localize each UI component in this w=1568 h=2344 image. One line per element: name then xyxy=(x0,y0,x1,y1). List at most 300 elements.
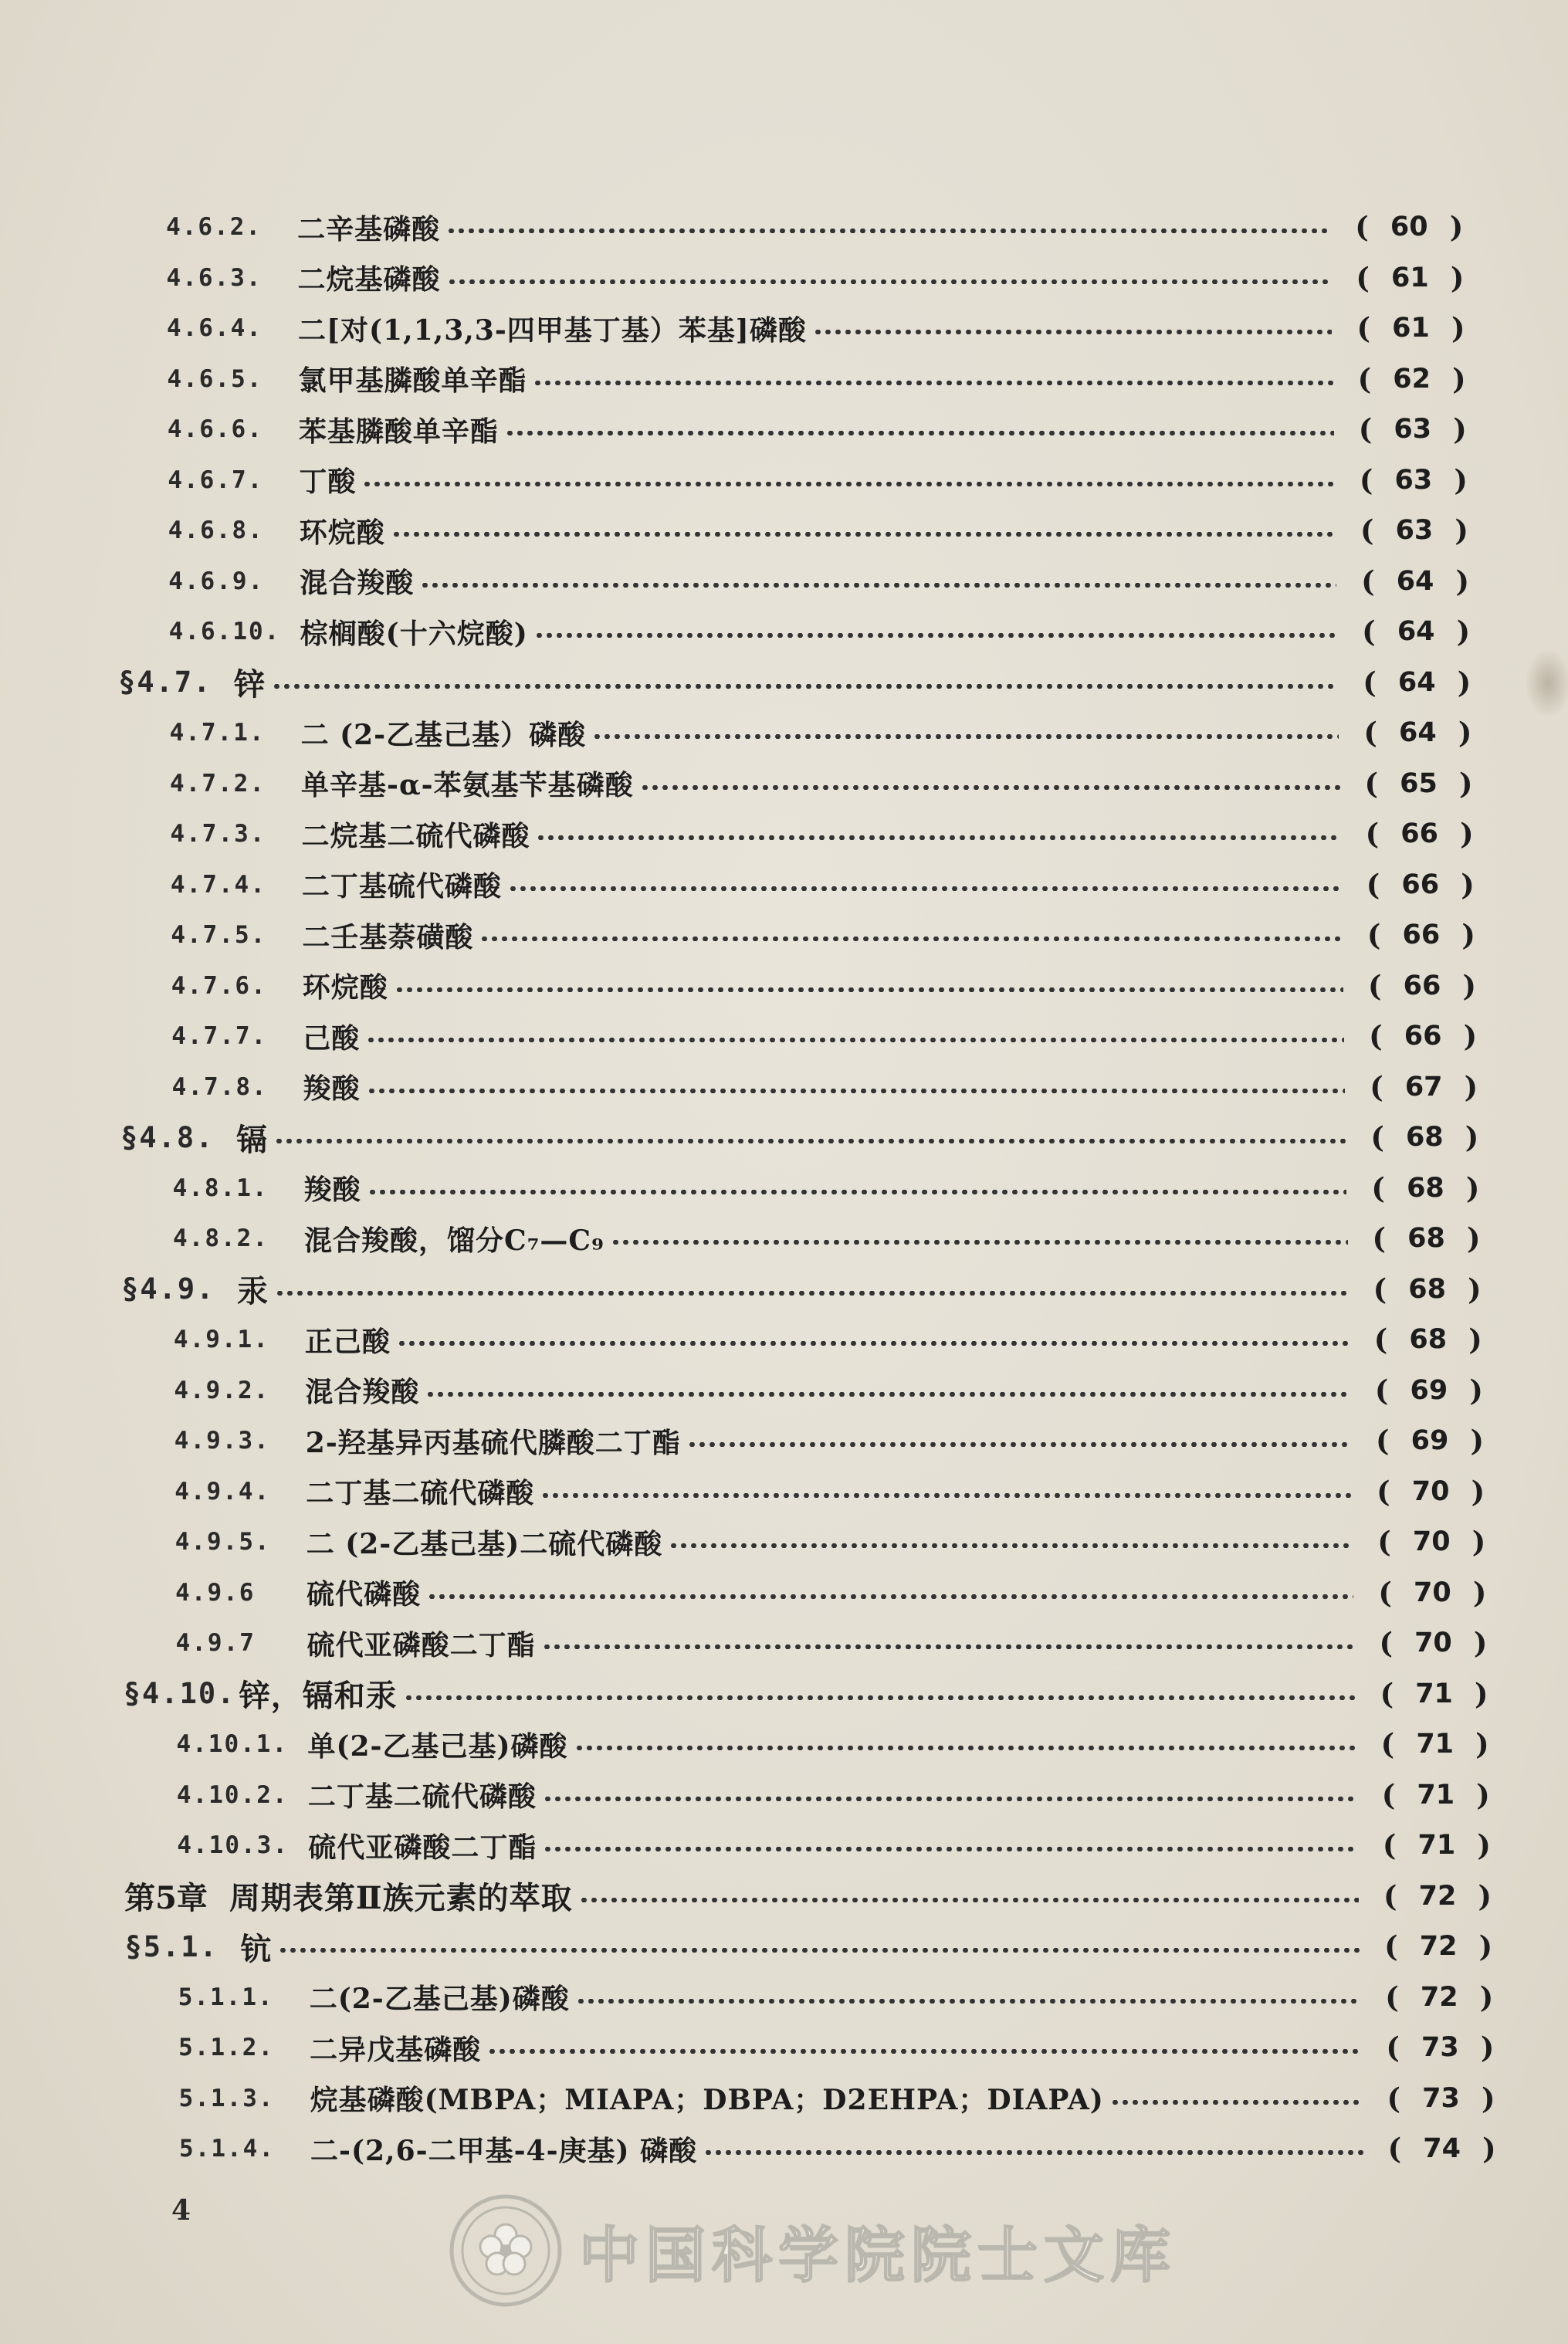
toc-title: 镉 xyxy=(236,1121,269,1158)
open-paren: ( xyxy=(1380,1727,1395,1761)
close-paren: ) xyxy=(1470,1424,1484,1458)
toc-page-number: 64 xyxy=(1397,666,1436,698)
toc-number: 4.9.1. xyxy=(173,1326,269,1353)
close-paren: ) xyxy=(1477,1828,1491,1862)
toc-page-number: 70 xyxy=(1412,1526,1451,1557)
dot-leader xyxy=(447,279,1332,284)
dot-leader xyxy=(278,1948,1360,1953)
toc-title: 混合羧酸，馏分C₇—C₉ xyxy=(304,1224,605,1257)
toc-page-number: 68 xyxy=(1407,1172,1444,1204)
open-paren: ( xyxy=(1369,1019,1383,1053)
toc-subsection xyxy=(177,1824,1367,1867)
toc-title: 二(2-乙基己基)磷酸 xyxy=(309,1983,570,2015)
toc-subsection xyxy=(178,1976,1370,2019)
academy-seal-icon xyxy=(448,2193,564,2308)
toc-title: 二丁基二硫代磷酸 xyxy=(307,1780,537,1813)
toc-page-reference xyxy=(1388,2127,1496,2170)
toc-page-number: 66 xyxy=(1402,920,1441,950)
open-paren: ( xyxy=(1360,513,1374,547)
toc-title: 环烷酸 xyxy=(302,971,388,1004)
toc-subsection xyxy=(167,307,1341,350)
close-paren: ) xyxy=(1478,1929,1493,1963)
open-paren: ( xyxy=(1381,1777,1396,1812)
toc-number: §4.7. xyxy=(118,666,212,699)
open-paren: ( xyxy=(1378,1575,1392,1610)
toc-title: 钪 xyxy=(240,1930,273,1967)
close-paren: ) xyxy=(1468,1272,1482,1306)
toc-number: 4.7.4. xyxy=(170,870,266,899)
dot-leader xyxy=(669,1543,1353,1548)
close-paren: ) xyxy=(1476,1777,1490,1812)
toc-page-reference xyxy=(1358,357,1466,401)
dot-leader xyxy=(1110,2100,1363,2105)
dot-leader xyxy=(397,1341,1350,1346)
toc-number: 4.6.6. xyxy=(167,415,263,443)
dot-leader xyxy=(576,1999,1360,2004)
close-paren: ) xyxy=(1451,311,1465,345)
watermark-text: 中国科学院院士文库 xyxy=(579,2220,1177,2291)
toc-subsection xyxy=(168,459,1344,502)
toc-number: 4.7.7. xyxy=(171,1022,268,1050)
toc-title: 锌，镉和汞 xyxy=(239,1678,398,1714)
toc-number: 4.7.6. xyxy=(171,971,267,1000)
toc-page-reference xyxy=(1360,509,1468,552)
toc-page-number: 65 xyxy=(1400,767,1438,799)
toc-number: §4.8. xyxy=(120,1120,215,1154)
toc-title: 硫代亚磷酸二丁酯 xyxy=(306,1628,536,1661)
close-paren: ) xyxy=(1459,766,1473,801)
toc-subsection xyxy=(174,1470,1361,1513)
toc-page-reference xyxy=(1360,459,1468,502)
toc-page-number: 74 xyxy=(1423,2133,1461,2164)
toc-number: 4.10.2. xyxy=(176,1780,289,1809)
dot-leader xyxy=(592,734,1339,739)
dot-leader xyxy=(395,987,1343,992)
toc-page-number: 68 xyxy=(1405,1122,1444,1153)
close-paren: ) xyxy=(1467,1221,1481,1255)
dot-leader xyxy=(425,1392,1350,1397)
toc-subsection xyxy=(175,1571,1363,1614)
toc-subsection xyxy=(174,1369,1360,1412)
toc-number: 4.10.3. xyxy=(177,1831,290,1859)
toc-section xyxy=(124,1925,1369,1968)
toc-number: 4.9.5. xyxy=(174,1528,271,1556)
toc-title: 二-(2,6-二甲基-4-庚基) 磷酸 xyxy=(310,2134,698,2167)
toc-number: §5.1. xyxy=(124,1929,218,1963)
toc-number: 4.6.9. xyxy=(168,567,265,595)
open-paren: ( xyxy=(1370,1120,1384,1154)
close-paren: ) xyxy=(1455,513,1468,547)
dot-leader xyxy=(534,633,1337,638)
toc-page-reference xyxy=(1377,1520,1485,1563)
toc-title: 丁酸 xyxy=(299,466,357,498)
open-paren: ( xyxy=(1373,1272,1387,1306)
close-paren: ) xyxy=(1456,615,1471,649)
toc-page-reference xyxy=(1365,762,1473,805)
toc-title: 混合羧酸 xyxy=(300,567,415,599)
toc-page-reference xyxy=(1382,1773,1490,1817)
dot-leader xyxy=(420,583,1336,588)
toc-number: 4.6.8. xyxy=(168,517,264,544)
toc-number: §4.9. xyxy=(121,1272,215,1306)
open-paren: ( xyxy=(1366,867,1380,902)
close-paren: ) xyxy=(1461,918,1475,952)
toc-page-number: 71 xyxy=(1416,1729,1455,1760)
toc-subsection xyxy=(177,1773,1366,1817)
toc-page-reference xyxy=(1356,256,1464,300)
toc-page-number: 63 xyxy=(1394,464,1433,496)
close-paren: ) xyxy=(1472,1575,1487,1610)
toc-number: 4.9.7 xyxy=(175,1629,256,1657)
toc-title: 单(2-乙基己基)磷酸 xyxy=(307,1729,568,1763)
close-paren: ) xyxy=(1453,412,1467,446)
dot-leader xyxy=(703,2150,1363,2155)
toc-number: 4.6.2. xyxy=(166,213,262,241)
toc-page-reference xyxy=(1361,560,1469,603)
toc-page-number: 68 xyxy=(1408,1273,1446,1305)
toc-section xyxy=(120,1116,1355,1159)
dot-leader xyxy=(446,229,1330,233)
toc-page-number: 61 xyxy=(1391,262,1429,293)
toc-number: 4.8.2. xyxy=(173,1225,269,1252)
toc-title: 二烷基二硫代磷酸 xyxy=(301,819,530,852)
close-paren: ) xyxy=(1450,260,1465,295)
toc-page-number: 66 xyxy=(1403,970,1441,1001)
close-paren: ) xyxy=(1461,867,1475,902)
toc-number: 4.6.3. xyxy=(166,263,262,292)
toc-subsection xyxy=(179,2077,1372,2120)
dot-leader xyxy=(479,937,1343,941)
toc-number: 4.7.3. xyxy=(170,820,266,848)
toc-page-number: 68 xyxy=(1407,1223,1445,1254)
toc-page-number: 73 xyxy=(1422,2082,1460,2114)
toc-title: 二壬基萘磺酸 xyxy=(302,920,474,954)
dot-leader xyxy=(543,1847,1358,1851)
dot-leader xyxy=(275,1291,1349,1296)
toc-title: 羧酸 xyxy=(303,1072,361,1105)
toc-subsection xyxy=(172,1065,1355,1109)
dot-leader xyxy=(508,886,1342,891)
close-paren: ) xyxy=(1481,2081,1495,2115)
toc-subsection xyxy=(176,1722,1365,1766)
dot-leader xyxy=(813,330,1333,334)
close-paren: ) xyxy=(1463,1019,1478,1053)
close-paren: ) xyxy=(1458,716,1472,750)
toc-page-number: 62 xyxy=(1393,363,1431,395)
open-paren: ( xyxy=(1380,1676,1394,1711)
toc-subsection xyxy=(171,964,1353,1008)
dot-leader xyxy=(543,1797,1357,1801)
toc-page-reference xyxy=(1370,1116,1478,1159)
toc-subsection xyxy=(171,913,1352,957)
toc-title: 锌 xyxy=(234,666,266,703)
toc-section xyxy=(118,661,1347,704)
toc-subsection xyxy=(174,1318,1359,1361)
toc-title: 汞 xyxy=(237,1273,269,1309)
toc-page-number: 71 xyxy=(1415,1678,1453,1709)
toc-number: 4.9.6 xyxy=(175,1578,256,1607)
toc-title: 二烷基磷酸 xyxy=(297,263,441,296)
toc-title: 硫代磷酸 xyxy=(306,1578,422,1611)
open-paren: ( xyxy=(1365,817,1380,851)
toc-number: 5.1.3. xyxy=(178,2084,275,2112)
toc-number: 4.8.1. xyxy=(172,1174,269,1202)
open-paren: ( xyxy=(1366,918,1381,952)
open-paren: ( xyxy=(1355,210,1369,244)
dot-leader xyxy=(427,1594,1353,1599)
open-paren: ( xyxy=(1383,1878,1397,1913)
dot-leader xyxy=(611,1240,1348,1245)
watermark xyxy=(448,2193,1177,2308)
toc-page-reference xyxy=(1369,1014,1477,1058)
toc-section xyxy=(124,1672,1365,1716)
toc-page-number: 60 xyxy=(1390,212,1428,242)
toc-number: 4.9.2. xyxy=(174,1376,270,1404)
toc-page-reference xyxy=(1375,1369,1483,1412)
open-paren: ( xyxy=(1377,1474,1390,1509)
toc-page-reference xyxy=(1356,307,1465,350)
toc-page-number: 67 xyxy=(1404,1071,1443,1103)
open-paren: ( xyxy=(1373,1323,1388,1357)
open-paren: ( xyxy=(1367,968,1382,1003)
toc-page-number: 63 xyxy=(1395,515,1434,546)
toc-page-reference xyxy=(1362,610,1470,653)
toc-page-reference xyxy=(1366,863,1475,906)
toc-page-reference xyxy=(1378,1571,1486,1614)
dot-leader xyxy=(536,835,1340,840)
close-paren: ) xyxy=(1475,1676,1488,1711)
toc-page-number: 70 xyxy=(1413,1577,1451,1608)
close-paren: ) xyxy=(1479,1980,1494,2014)
toc-page-number: 73 xyxy=(1421,2032,1459,2063)
dot-leader xyxy=(272,684,1338,689)
toc-subsection xyxy=(167,357,1342,401)
toc-number: 4.6.4. xyxy=(166,314,262,342)
toc-number: 4.7.8. xyxy=(171,1072,268,1101)
dot-leader xyxy=(274,1139,1346,1143)
toc-number: 4.6.10. xyxy=(168,618,281,645)
toc-title: 正己酸 xyxy=(304,1325,391,1358)
open-paren: ( xyxy=(1375,1424,1390,1458)
toc-page-number: 66 xyxy=(1400,818,1438,849)
toc-title: 棕榈酸(十六烷酸) xyxy=(300,617,528,650)
toc-page-reference xyxy=(1383,1875,1492,1918)
toc-title: 二辛基磷酸 xyxy=(297,212,441,246)
toc-subsection xyxy=(173,1167,1356,1210)
open-paren: ( xyxy=(1379,1626,1393,1660)
toc-subsection xyxy=(168,509,1345,552)
open-paren: ( xyxy=(1359,462,1373,497)
open-paren: ( xyxy=(1358,412,1373,446)
open-paren: ( xyxy=(1386,2031,1400,2065)
close-paren: ) xyxy=(1465,1120,1479,1154)
toc-subsection xyxy=(168,560,1346,603)
dot-leader xyxy=(367,1089,1346,1093)
dot-leader xyxy=(362,482,1334,486)
toc-chapter xyxy=(124,1875,1368,1918)
toc-number: 4.7.1. xyxy=(169,719,266,747)
toc-page-number: 64 xyxy=(1396,565,1434,597)
toc-page-reference xyxy=(1377,1470,1485,1513)
open-paren: ( xyxy=(1362,615,1376,649)
toc-page-reference xyxy=(1384,1925,1492,1968)
close-paren: ) xyxy=(1480,2031,1495,2065)
close-paren: ) xyxy=(1469,1373,1483,1407)
toc-subsection xyxy=(168,408,1343,451)
toc-page-reference xyxy=(1381,1722,1489,1766)
close-paren: ) xyxy=(1471,1474,1485,1509)
open-paren: ( xyxy=(1385,1980,1399,2014)
toc-page-number: 72 xyxy=(1418,1880,1457,1912)
toc-subsection xyxy=(179,2127,1373,2170)
toc-subsection xyxy=(171,863,1351,906)
dot-leader xyxy=(404,1695,1356,1700)
close-paren: ) xyxy=(1464,1069,1478,1104)
toc-page-number: 66 xyxy=(1401,869,1440,900)
close-paren: ) xyxy=(1482,2132,1496,2166)
dot-leader xyxy=(505,431,1334,435)
dot-leader xyxy=(687,1442,1351,1447)
toc-page-number: 69 xyxy=(1411,1425,1449,1456)
close-paren: ) xyxy=(1468,1323,1482,1357)
dot-leader xyxy=(533,381,1333,385)
toc-number: 4.6.7. xyxy=(168,466,264,494)
close-paren: ) xyxy=(1471,1525,1486,1559)
toc-title: 氯甲基膦酸单辛酯 xyxy=(298,364,527,397)
toc-page-reference xyxy=(1386,2026,1494,2069)
close-paren: ) xyxy=(1457,665,1471,699)
toc-number: 5.1.4. xyxy=(179,2135,276,2163)
toc-page-number: 70 xyxy=(1411,1475,1450,1507)
toc-page-number: 72 xyxy=(1419,1931,1458,1962)
toc-title: 二 (2-乙基己基)二硫代磷酸 xyxy=(306,1527,663,1560)
toc-subsection xyxy=(171,1014,1353,1058)
open-paren: ( xyxy=(1363,716,1377,750)
toc-page-reference xyxy=(1385,1976,1493,2019)
toc-page-number: 72 xyxy=(1420,1981,1458,2013)
toc-subsection xyxy=(170,711,1349,754)
toc-title: 苯基膦酸单辛酯 xyxy=(298,415,499,448)
close-paren: ) xyxy=(1455,564,1470,598)
toc-page-reference xyxy=(1379,1621,1487,1665)
close-paren: ) xyxy=(1462,968,1476,1003)
toc-page-reference xyxy=(1387,2077,1495,2120)
close-paren: ) xyxy=(1452,361,1466,396)
toc-page-number: 69 xyxy=(1410,1374,1448,1406)
dot-leader xyxy=(579,1898,1359,1902)
toc-subsection xyxy=(170,762,1350,805)
toc-subsection xyxy=(173,1217,1357,1260)
toc-number: 4.9.3. xyxy=(174,1427,270,1455)
toc-page-number: 61 xyxy=(1392,313,1430,344)
toc-page-number: 64 xyxy=(1397,616,1435,647)
dot-leader xyxy=(391,532,1336,537)
toc-page-number: 63 xyxy=(1394,414,1432,445)
dot-leader xyxy=(367,1190,1347,1194)
toc-title: 二 (2-乙基己基）磷酸 xyxy=(300,718,587,751)
toc-title: 2-羟基异丙基硫代膦酸二丁酯 xyxy=(305,1426,681,1459)
toc-title: 烷基磷酸(MBPA；MIAPA；DBPA；D2EHPA；DIAPA) xyxy=(310,2084,1104,2116)
toc-subsection xyxy=(175,1520,1363,1563)
toc-page-reference xyxy=(1368,964,1476,1008)
toc-number: 4.7.5. xyxy=(171,921,267,949)
open-paren: ( xyxy=(1356,311,1370,345)
toc-title: 二异戊基磷酸 xyxy=(310,2033,482,2066)
open-paren: ( xyxy=(1364,766,1379,801)
toc-page-reference xyxy=(1359,408,1467,451)
open-paren: ( xyxy=(1387,2132,1402,2166)
toc-subsection xyxy=(169,610,1347,653)
toc-number: §4.10. xyxy=(123,1677,236,1710)
toc-page-reference xyxy=(1355,205,1463,249)
page-number: 4 xyxy=(171,2194,191,2227)
toc-title: 二丁基二硫代磷酸 xyxy=(306,1477,535,1509)
toc-page-reference xyxy=(1373,1217,1481,1260)
toc-page-reference xyxy=(1363,661,1471,704)
toc-number: 4.9.4. xyxy=(174,1477,271,1506)
open-paren: ( xyxy=(1377,1525,1391,1559)
toc-subsection xyxy=(178,2026,1370,2069)
toc-page-reference xyxy=(1363,711,1471,754)
toc-page-number: 71 xyxy=(1417,1779,1455,1811)
toc-page-number: 64 xyxy=(1399,717,1437,748)
open-paren: ( xyxy=(1374,1373,1389,1407)
dot-leader xyxy=(542,1645,1355,1649)
close-paren: ) xyxy=(1449,210,1464,244)
close-paren: ) xyxy=(1478,1878,1492,1913)
toc-title: 单辛基-α-苯氨基苄基磷酸 xyxy=(301,769,634,801)
toc-title: 羧酸 xyxy=(303,1174,361,1206)
open-paren: ( xyxy=(1370,1069,1383,1104)
toc-page-reference xyxy=(1370,1065,1478,1109)
close-paren: ) xyxy=(1475,1727,1489,1761)
toc-title: 硫代亚磷酸二丁酯 xyxy=(308,1831,537,1864)
toc-page-reference xyxy=(1367,913,1475,957)
table-of-contents xyxy=(0,193,1568,2170)
open-paren: ( xyxy=(1356,260,1370,295)
dot-leader xyxy=(540,1493,1352,1498)
toc-title: 己酸 xyxy=(303,1021,361,1055)
open-paren: ( xyxy=(1382,1828,1397,1862)
open-paren: ( xyxy=(1387,2081,1400,2115)
toc-page-reference xyxy=(1371,1167,1479,1210)
toc-page-number: 68 xyxy=(1409,1324,1448,1355)
close-paren: ) xyxy=(1460,817,1474,851)
toc-number: 4.10.1. xyxy=(176,1730,289,1758)
toc-subsection xyxy=(167,256,1341,300)
toc-number: 4.7.2. xyxy=(170,769,266,798)
dot-leader xyxy=(640,785,1340,790)
close-paren: ) xyxy=(1473,1626,1488,1660)
toc-title: 二[对(1,1,3,3-四甲基丁基）苯基]磷酸 xyxy=(297,313,807,347)
close-paren: ) xyxy=(1454,462,1468,497)
toc-title: 二丁基硫代磷酸 xyxy=(301,870,502,903)
open-paren: ( xyxy=(1363,665,1377,699)
toc-title: 混合羧酸 xyxy=(305,1376,420,1408)
open-paren: ( xyxy=(1361,564,1375,598)
toc-page-number: 66 xyxy=(1404,1021,1442,1052)
page-edge-smudge xyxy=(1525,649,1568,718)
toc-section xyxy=(121,1268,1358,1311)
toc-page-reference xyxy=(1383,1824,1491,1867)
dot-leader xyxy=(574,1746,1356,1750)
toc-page-reference xyxy=(1380,1672,1488,1716)
toc-page-reference xyxy=(1376,1419,1484,1462)
dot-leader xyxy=(487,2049,1361,2054)
toc-page-number: 70 xyxy=(1414,1628,1452,1658)
toc-page-reference xyxy=(1374,1318,1482,1361)
toc-page-number: 71 xyxy=(1417,1830,1456,1861)
